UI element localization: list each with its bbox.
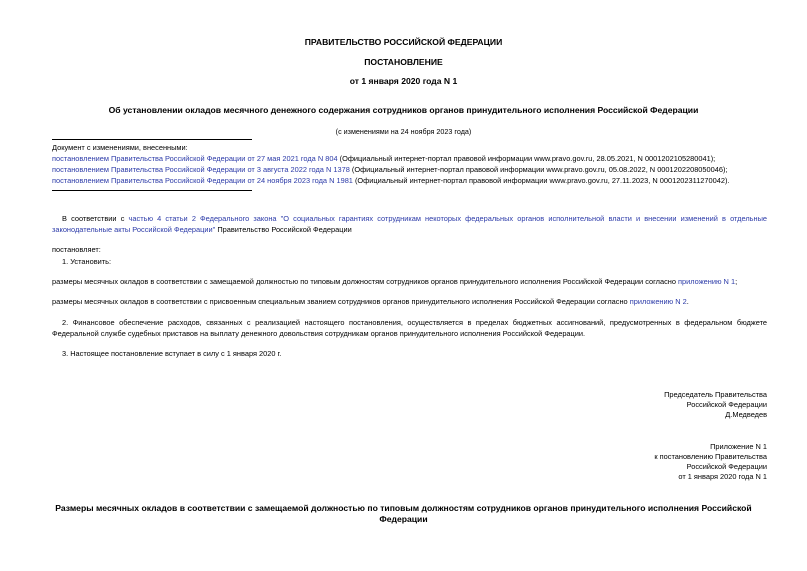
change-item <box>52 176 730 186</box>
preamble-start: В соответствии с <box>62 214 129 223</box>
signature-name: Д.Медведев <box>725 410 767 419</box>
signature-block <box>567 390 767 420</box>
appendix-2-link[interactable]: приложению N 2 <box>629 297 687 306</box>
government-heading: ПРАВИТЕЛЬСТВО РОССИЙСКОЙ ФЕДЕРАЦИИ <box>304 37 503 47</box>
appendix-header <box>567 442 767 482</box>
paragraph-1b <box>52 297 689 307</box>
paragraph-1a-text: размеры месячных окладов в соответствии с замещаемой должностью по типовым должностям сотрудников органов принудительного исполнения Российской Федерации согласно <box>52 277 679 286</box>
amendment-note: (с изменениями на 24 ноября 2023 года) <box>335 127 472 136</box>
change-source: (Официальный интернет-портал правовой информации www.pravo.gov.ru, 27.11.2023, N 0001202311270042). <box>352 176 730 185</box>
paragraph-3: 3. Настоящее постановление вступает в силу с 1 января 2020 г. <box>62 349 282 358</box>
changes-intro: Документ с изменениями, внесенными: <box>52 143 188 152</box>
appendix-country: Российской Федерации <box>686 462 767 471</box>
resolves-label: постановляет: <box>52 245 101 254</box>
change-link[interactable]: постановлением Правительства Российской Федерации от 27 мая 2021 года N 804 <box>52 154 338 163</box>
paragraph-1a-end: ; <box>735 277 738 286</box>
federal-law-link[interactable]: частью 4 статьи 2 Федерального закона "О социальных гарантиях сотрудникам некоторых федеральных органов исполнительной власти и внесении изменений в отдельные законодательные акты Российской Федерации" <box>52 214 768 234</box>
changes-top-divider <box>52 139 252 140</box>
paragraph-2: 2. Финансовое обеспечение расходов, связанных с реализацией настоящего постановления, осуществляется в пределах бюджетных ассигнований, предусмотренных в федеральном бюджете Федеральной службе судебных приставов на выплату денежного довольствия сотрудникам органов принудительного исполнения Российской Федерации. <box>52 318 767 338</box>
paragraph-1b-end: . <box>686 297 689 306</box>
appendix-date: от 1 января 2020 года N 1 <box>678 472 767 481</box>
preamble-end: Правительство Российской Федерации <box>215 224 352 234</box>
appendix-reference: к постановлению Правительства <box>654 452 767 461</box>
paragraph-1: 1. Установить: <box>62 257 112 266</box>
change-source: (Официальный интернет-портал правовой информации www.pravo.gov.ru, 28.05.2021, N 0001202105280041); <box>337 154 716 163</box>
document-title: Об установлении окладов месячного денежного содержания сотрудников органов принудительного исполнения Российской Федерации <box>108 105 699 115</box>
change-item <box>52 154 715 164</box>
changes-bottom-divider <box>52 190 252 191</box>
document-date-number: от 1 января 2020 года N 1 <box>349 76 458 86</box>
change-link[interactable]: постановлением Правительства Российской Федерации от 24 ноября 2023 года N 1981 <box>52 176 353 185</box>
signature-position: Председатель Правительства <box>664 390 767 399</box>
change-source: (Официальный интернет-портал правовой информации www.pravo.gov.ru, 05.08.2022, N 0001202208050046); <box>349 165 728 174</box>
change-link[interactable]: постановлением Правительства Российской Федерации от 3 августа 2022 года N 1378 <box>52 165 350 174</box>
signature-country: Российской Федерации <box>686 400 767 409</box>
document-type: ПОСТАНОВЛЕНИЕ <box>364 57 443 67</box>
paragraph-1a <box>52 277 737 287</box>
appendix-number: Приложение N 1 <box>710 442 767 451</box>
change-item <box>52 165 727 175</box>
appendix-title: Размеры месячных окладов в соответствии с замещаемой должностью по типовым должностям сотрудников органов принудительного исполнения Российской Федерации <box>55 503 752 524</box>
paragraph-1b-text: размеры месячных окладов в соответствии с присвоенным специальным званием сотрудников органов принудительного исполнения Российской Федерации согласно <box>52 297 630 306</box>
appendix-1-link[interactable]: приложению N 1 <box>678 277 736 286</box>
preamble-paragraph <box>52 214 767 235</box>
